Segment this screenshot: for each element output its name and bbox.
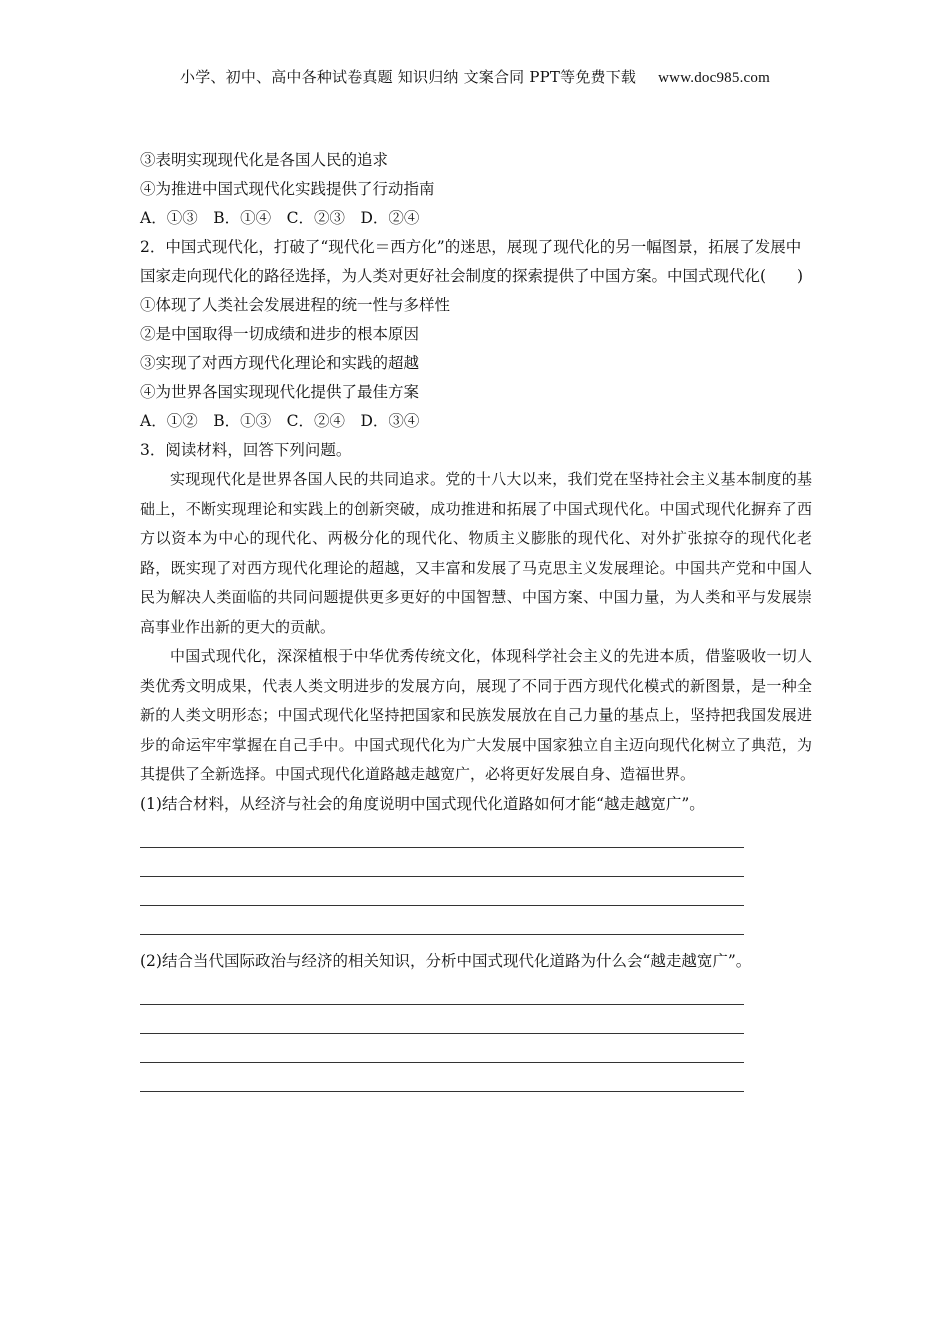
answer-line[interactable] (140, 1034, 744, 1063)
answer-line[interactable] (140, 976, 744, 1005)
q3-subquestion-2: (2)结合当代国际政治与经济的相关知识，分析中国式现代化道路为什么会“越走越宽广”。 (140, 951, 752, 970)
answer-line[interactable] (140, 1063, 744, 1092)
answer-line[interactable] (140, 1005, 744, 1034)
document-body (140, 146, 812, 1092)
spacer (140, 935, 812, 947)
header-text: 小学、初中、高中各种试卷真题 知识归纳 文案合同 PPT等免费下载 (180, 68, 637, 86)
answer-line[interactable] (140, 848, 744, 877)
q1-option-3: ③表明实现现代化是各国人民的追求 (140, 151, 389, 169)
q2-option-3: ③实现了对西方现代化理论和实践的超越 (140, 354, 420, 372)
q3-material-paragraph-1: 实现现代化是世界各国人民的共同追求。党的十八大以来，我们党在坚持社会主义基本制度的基础上，不断实现理论和实践上的创新突破，成功推进和拓展了中国式现代化。中国式现代化摒弃了西方以资本为中心的现代化、两极分化的现代化、物质主义膨胀的现代化、对外扩张掠夺的现代化老路，既实现了对西方现代化理论的超越，又丰富和发展了马克思主义发展理论。中国共产党和中国人民为解决人类面临的共同问题提供更多更好的中国智慧、中国方案、中国力量，为人类和平与发展崇高事业作出新的更大的贡献。 (140, 470, 812, 636)
answer-line[interactable] (140, 819, 744, 848)
q3-material-paragraph-2: 中国式现代化，深深植根于中华优秀传统文化，体现科学社会主义的先进本质，借鉴吸收一切人类优秀文明成果，代表人类文明进步的发展方向，展现了不同于西方现代化模式的新图景，是一种全新的人类文明形态；中国式现代化坚持把国家和民族发展放在自己力量的基点上，坚持把我国发展进步的命运牢牢掌握在自己手中。中国式现代化为广大发展中国家独立自主迈向现代化树立了典范，为其提供了全新选择。中国式现代化道路越走越宽广，必将更好发展自身、造福世界。 (140, 647, 812, 783)
q2-option-2: ②是中国取得一切成绩和进步的根本原因 (140, 325, 420, 343)
answer-line[interactable] (140, 877, 744, 906)
q1-option-4: ④为推进中国式现代化实践提供了行动指南 (140, 180, 435, 198)
header-site: www.doc985.com (658, 70, 770, 86)
q2-option-1: ①体现了人类社会发展进程的统一性与多样性 (140, 296, 451, 314)
answer-area-2[interactable] (140, 976, 812, 1092)
q3-subquestion-1: (1)结合材料，从经济与社会的角度说明中国式现代化道路如何才能“越走越宽广”。 (140, 794, 705, 813)
q2-option-4: ④为世界各国实现现代化提供了最佳方案 (140, 383, 420, 401)
q2-choices: A．①② B．①③ C．②④ D．③④ (140, 412, 420, 430)
q2-stem: 2．中国式现代化，打破了“现代化＝西方化”的迷思，展现了现代化的另一幅图景，拓展了发展中国家走向现代化的路径选择，为人类对更好社会制度的探索提供了中国方案。中国式现代化( ) (140, 238, 804, 285)
answer-area-1[interactable] (140, 819, 812, 935)
page-header (0, 66, 950, 87)
q3-stem: 3．阅读材料，回答下列问题。 (140, 441, 352, 459)
answer-line[interactable] (140, 906, 744, 935)
q1-choices: A．①③ B．①④ C．②③ D．②④ (140, 209, 420, 227)
